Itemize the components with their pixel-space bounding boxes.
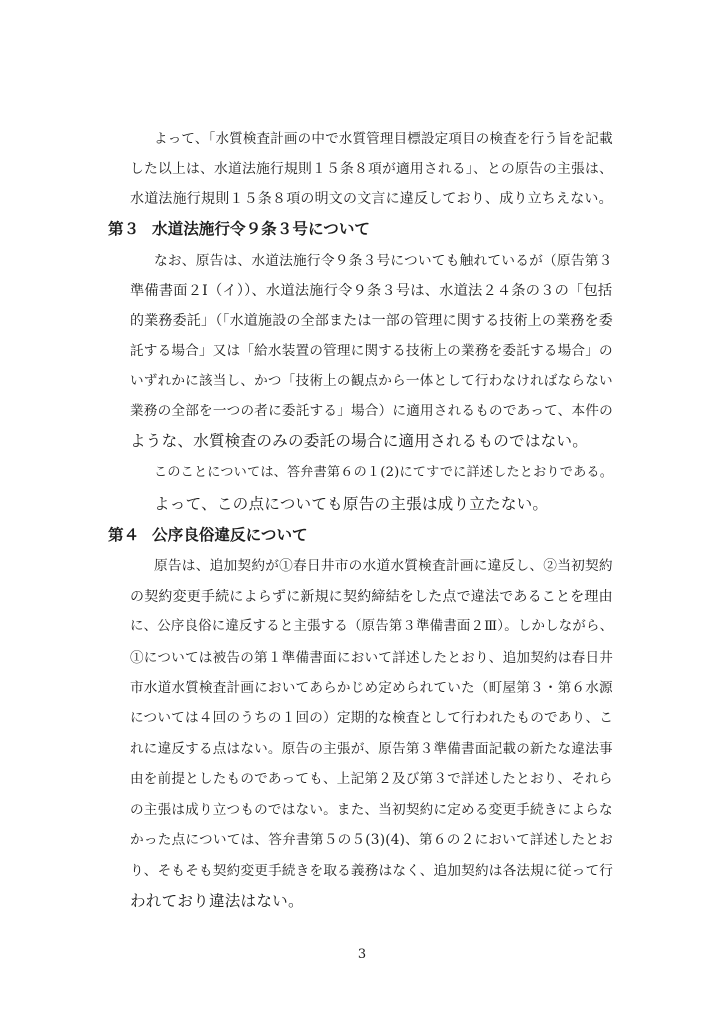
- section4-title: 公序良俗違反について: [152, 525, 308, 544]
- section3-heading: [108, 218, 370, 240]
- section4-p1-line-7: れに違反する点はない。原告の主張が、原告第３準備書面記載の新たな違法事: [130, 741, 613, 757]
- section4-p1-line-5: 市水道水質検査計画においてあらかじめ定められていた（町屋第３・第６水源: [130, 680, 613, 696]
- section3-p1-line-2: 準備書面２Ⅰ（イ））、水道法施行令９条３号は、水道法２４条の３の「包括: [130, 283, 613, 299]
- section3-p1-line-6: 業務の全部を一つの者に委託する」場合）に適用されるものであって、本件の: [130, 403, 613, 419]
- section3-p1-line-4: 託する場合」又は「給水装置の管理に関する技術上の業務を委託する場合」の: [130, 343, 613, 359]
- intro-line-2: した以上は、水道法施行規則１５条８項が適用される」、との原告の主張は、: [130, 161, 613, 177]
- section4-heading: [108, 524, 308, 546]
- section3-p1-line-1: なお、原告は、水道法施行令９条３号についても触れているが（原告第３: [154, 253, 613, 269]
- section3-p2: このことについては、答弁書第６の１(2)にてすでに詳述したとおりである。: [154, 465, 614, 480]
- page-number: 3: [357, 947, 367, 962]
- section3-p1-line-5: いずれかに該当し、かつ「技術上の観点から一体として行わなければならない: [130, 373, 613, 389]
- section4-p1-line-6: については４回のうちの１回の）定期的な検査として行われたものであり、こ: [130, 710, 614, 726]
- section4-number: 第４: [108, 525, 140, 544]
- section4-p1-line-8: 由を前提としたものであっても、上記第２及び第３で詳述したとおり、それら: [130, 771, 613, 787]
- section3-number: 第３: [108, 219, 140, 238]
- intro-line-3: 水道法施行規則１５条８項の明文の文言に違反しており、成り立ちえない。: [130, 191, 613, 207]
- section3-p1-line-3: 的業務委託」（「水道施設の全部または一部の管理に関する技術上の業務を委: [130, 313, 613, 329]
- section3-p1-line-7: ような、水質検査のみの委託の場合に適用されるものではない。: [130, 432, 589, 450]
- section4-p1-line-2: の契約変更手続によらずに新規に契約締結をした点で違法であることを理由: [130, 589, 613, 605]
- section4-p1-line-10: かった点については、答弁書第５の５(3)(4)、第６の２において詳述したとお: [130, 832, 614, 848]
- section3-p3: よって、この点についても原告の主張は成り立たない。: [154, 495, 549, 513]
- intro-line-1: よって、「水質検査計画の中で水質管理目標設定項目の検査を行う旨を記載: [154, 131, 613, 147]
- section4-p1-line-1: 原告は、追加契約が①春日井市の水道水質検査計画に違反し、②当初契約: [154, 558, 613, 574]
- section4-p1-line-12: われており違法はない。: [130, 892, 304, 910]
- section4-p1-line-3: に、公序良俗に違反すると主張する（原告第３準備書面２Ⅲ）。しかしながら、: [130, 619, 614, 634]
- section4-p1-line-4: ①については被告の第１準備書面において詳述したとおり、追加契約は春日井: [130, 650, 614, 666]
- section4-p1-line-9: の主張は成り立つものではない。また、当初契約に定める変更手続きによらな: [130, 802, 613, 818]
- section3-title: 水道法施行令９条３号について: [152, 219, 371, 238]
- section4-p1-line-11: り、そもそも契約変更手続きを取る義務はなく、追加契約は各法規に従って行: [130, 863, 614, 879]
